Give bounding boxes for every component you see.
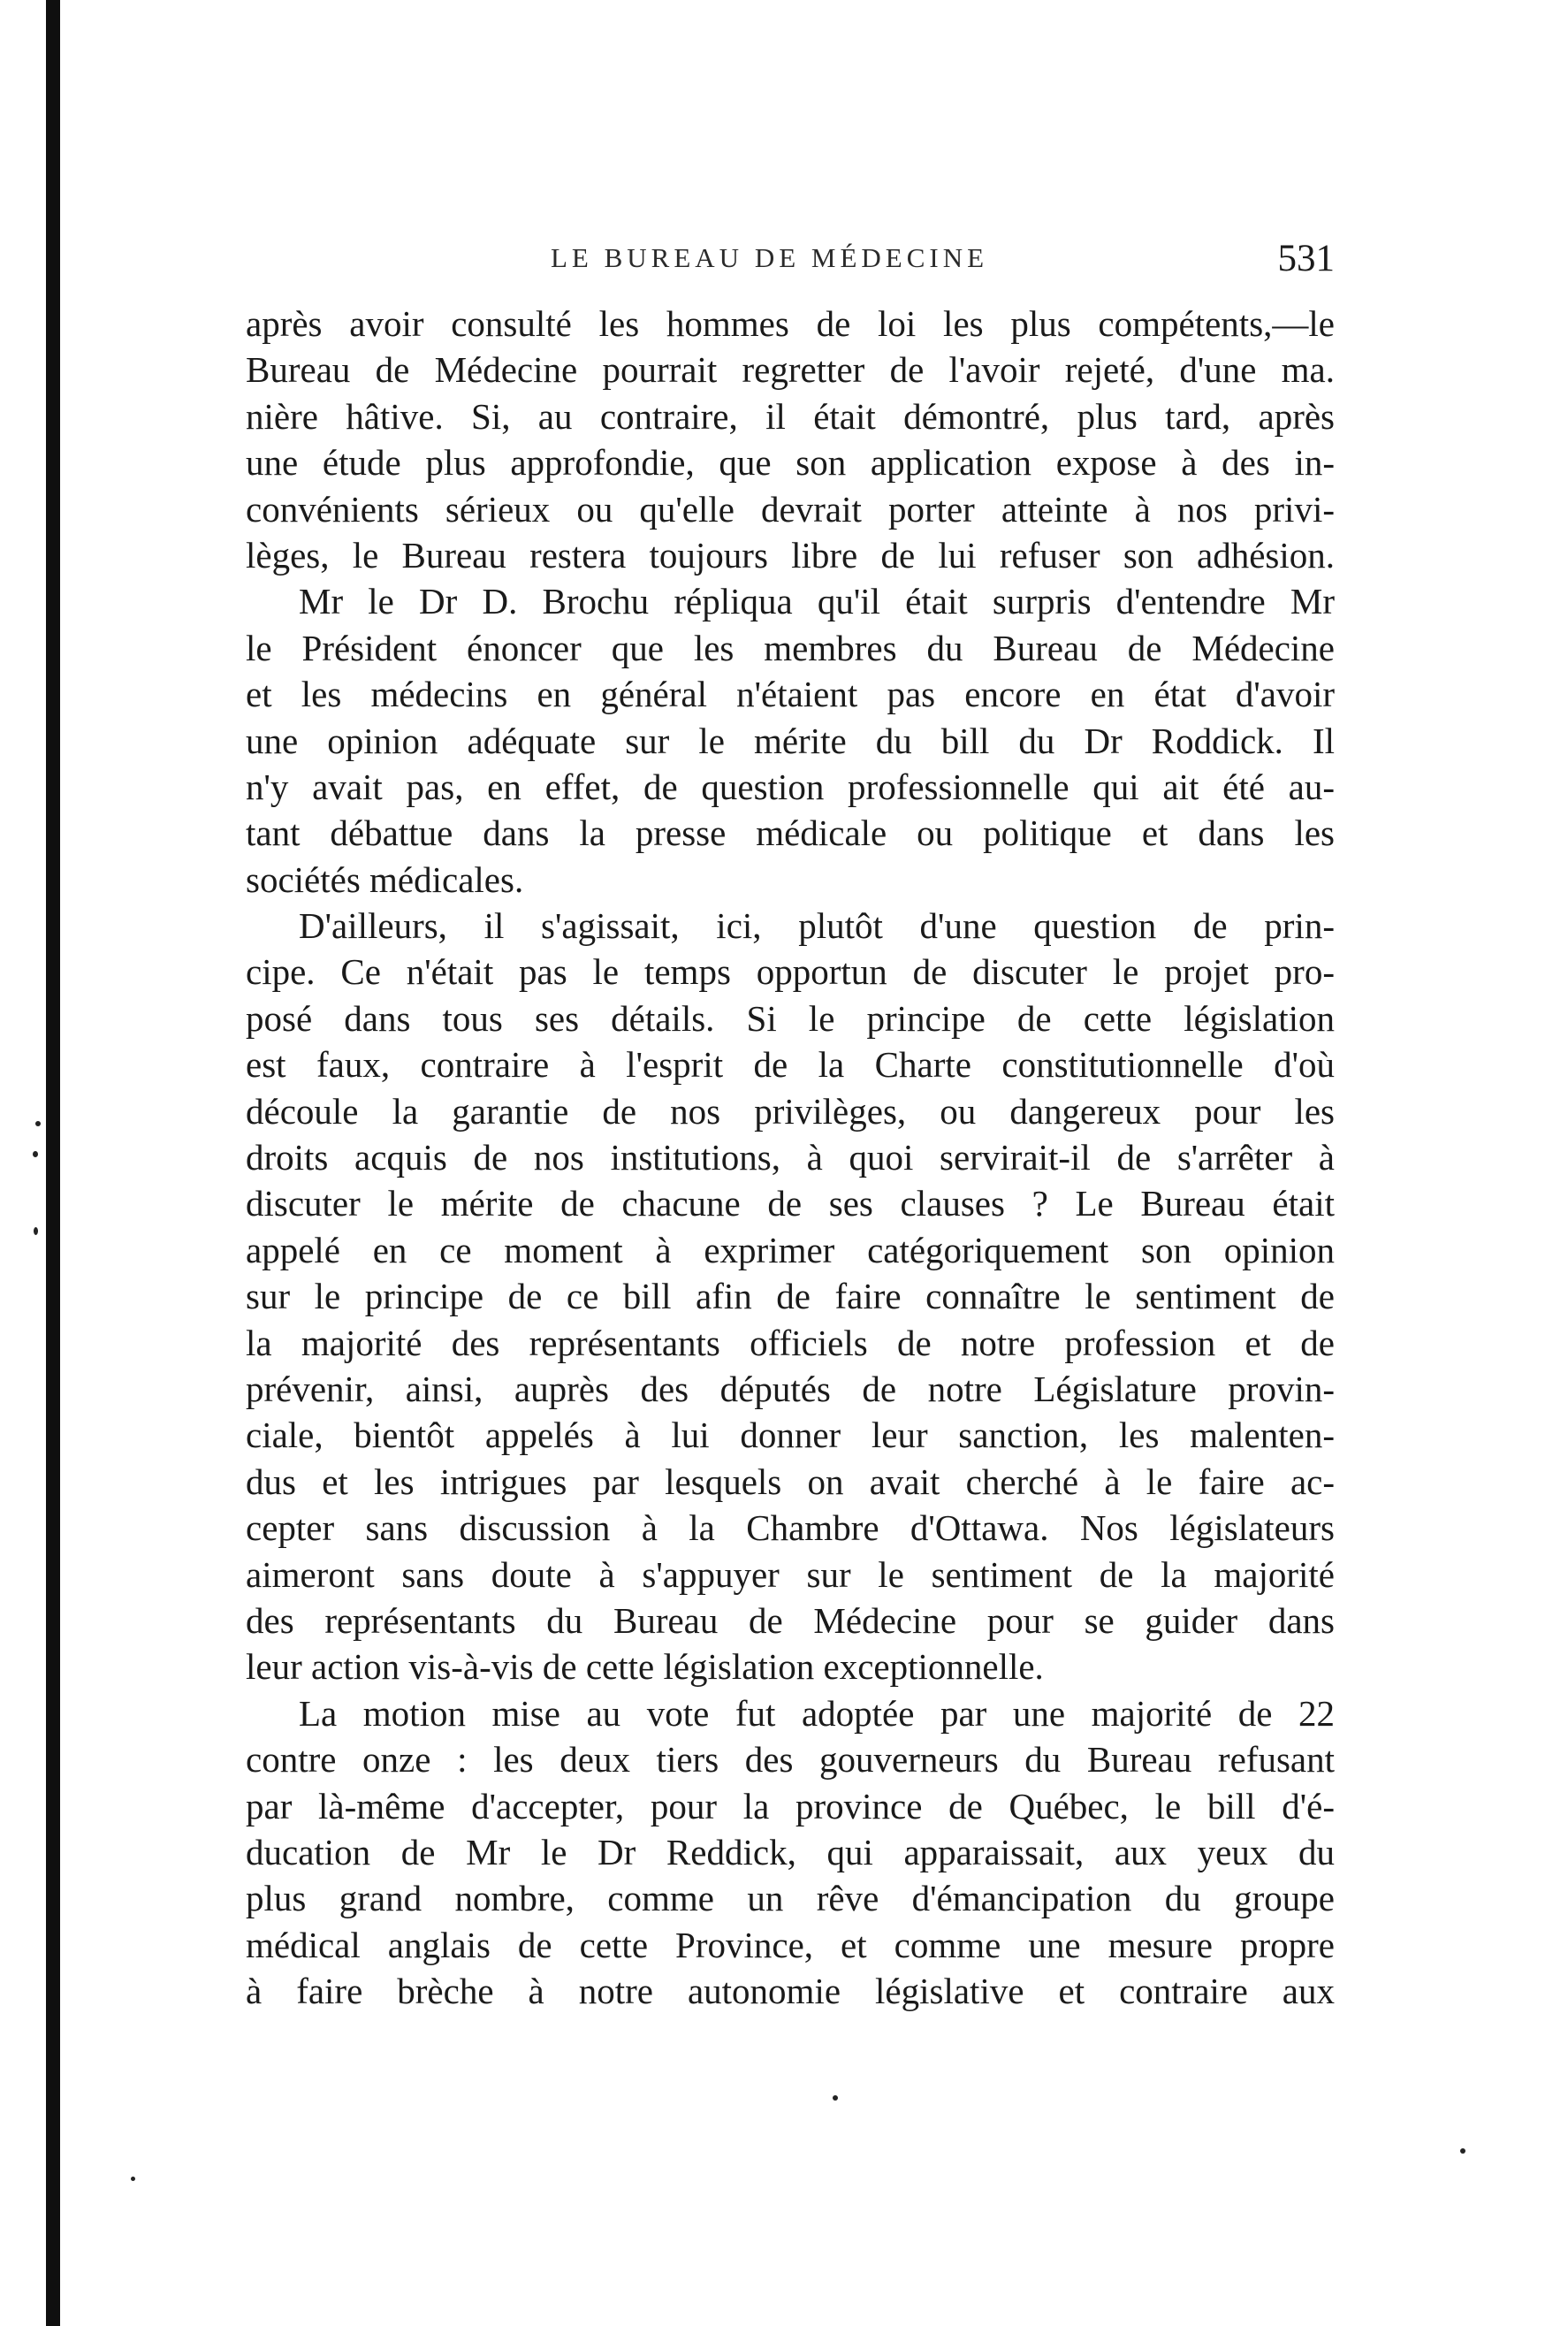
text-line: discuter le mérite de chacune de ses clauses ? Le Bureau était: [246, 1183, 1335, 1224]
text-line: Bureau de Médecine pourrait regretter de l'avoir rejeté, d'une ma.: [246, 349, 1335, 391]
text-line: le Président énoncer que les membres du Bureau de Médecine: [246, 627, 1335, 668]
text-line: des représentants du Bureau de Médecine pour se guider dans: [246, 1599, 1335, 1641]
scan-speck: [1460, 2148, 1465, 2154]
text-line: sur le principe de ce bill afin de faire connaître le sentiment de: [246, 1276, 1335, 1317]
running-head: LE BUREAU DE MÉDECINE: [551, 242, 989, 273]
scan-speck: [33, 1151, 38, 1157]
scan-speck: [35, 1121, 41, 1126]
text-line: une opinion adéquate sur le mérite du bill du Dr Roddick. Il: [246, 720, 1335, 761]
text-line: lèges, le Bureau restera toujours libre de lui refuser son adhésion.: [246, 534, 1335, 576]
text-line: une étude plus approfondie, que son application expose à des in-: [246, 442, 1335, 484]
text-line: par là-même d'accepter, pour la province de Québec, le bill d'é-: [246, 1785, 1335, 1826]
scan-speck: [131, 2177, 135, 2181]
text-line: découle la garantie de nos privilèges, ou dangereux pour les: [246, 1090, 1335, 1132]
text-line: tant débattue dans la presse médicale ou politique et dans les: [246, 812, 1335, 854]
text-line: aimeront sans doute à s'appuyer sur le sentiment de la majorité: [246, 1553, 1335, 1595]
page-header: [246, 237, 1335, 290]
text-line: médical anglais de cette Province, et comme une mesure propre: [246, 1924, 1335, 1965]
text-line: sociétés médicales.: [246, 858, 524, 900]
text-line: ciale, bientôt appelés à lui donner leur sanction, les malenten-: [246, 1415, 1335, 1456]
text-line: convénients sérieux ou qu'elle devrait porter atteinte à nos privi-: [246, 488, 1335, 530]
text-line: droits acquis de nos institutions, à quoi servirait-il de s'arrêter à: [246, 1137, 1335, 1178]
text-line: leur action vis-à-vis de cette législation exceptionnelle.: [246, 1646, 1044, 1688]
text-line: prévenir, ainsi, auprès des députés de notre Législature provin-: [246, 1368, 1335, 1409]
body-text: [246, 301, 1335, 2014]
text-line: appelé en ce moment à exprimer catégoriquement son opinion: [246, 1229, 1335, 1270]
text-line: contre onze : les deux tiers des gouverneurs du Bureau refusant: [246, 1739, 1335, 1781]
text-line: la majorité des représentants officiels de notre profession et de: [246, 1322, 1335, 1363]
text-line: nière hâtive. Si, au contraire, il était démontré, plus tard, après: [246, 395, 1335, 437]
text-line: plus grand nombre, comme un rêve d'émancipation du groupe: [246, 1878, 1335, 1919]
text-line: D'ailleurs, il s'agissait, ici, plutôt d'une question de prin-: [299, 905, 1335, 947]
text-line: dus et les intrigues par lesquels on avait cherché à le faire ac-: [246, 1460, 1335, 1502]
text-line: à faire brèche à notre autonomie législative et contraire aux: [246, 1971, 1335, 2012]
scan-speck: [833, 2095, 838, 2101]
text-line: cepter sans discussion à la Chambre d'Ottawa. Nos législateurs: [246, 1507, 1335, 1549]
text-line: posé dans tous ses détails. Si le principe de cette législation: [246, 997, 1335, 1039]
text-line: La motion mise au vote fut adoptée par une majorité de 22: [299, 1692, 1335, 1734]
text-line: Mr le Dr D. Brochu répliqua qu'il était surpris d'entendre Mr: [299, 581, 1335, 622]
scan-speck: [34, 1227, 38, 1235]
text-line: n'y avait pas, en effet, de question professionnelle qui ait été au-: [246, 766, 1335, 807]
text-line: est faux, contraire à l'esprit de la Charte constitutionnelle d'où: [246, 1044, 1335, 1086]
page-number: 531: [1277, 238, 1335, 279]
text-line: après avoir consulté les hommes de loi les plus compétents,—le: [246, 303, 1335, 344]
text-line: cipe. Ce n'était pas le temps opportun de discuter le projet pro-: [246, 951, 1335, 993]
page-binding-edge: [46, 0, 60, 2326]
text-line: ducation de Mr le Dr Reddick, qui apparaissait, aux yeux du: [246, 1831, 1335, 1872]
text-line: et les médecins en général n'étaient pas encore en état d'avoir: [246, 674, 1335, 715]
